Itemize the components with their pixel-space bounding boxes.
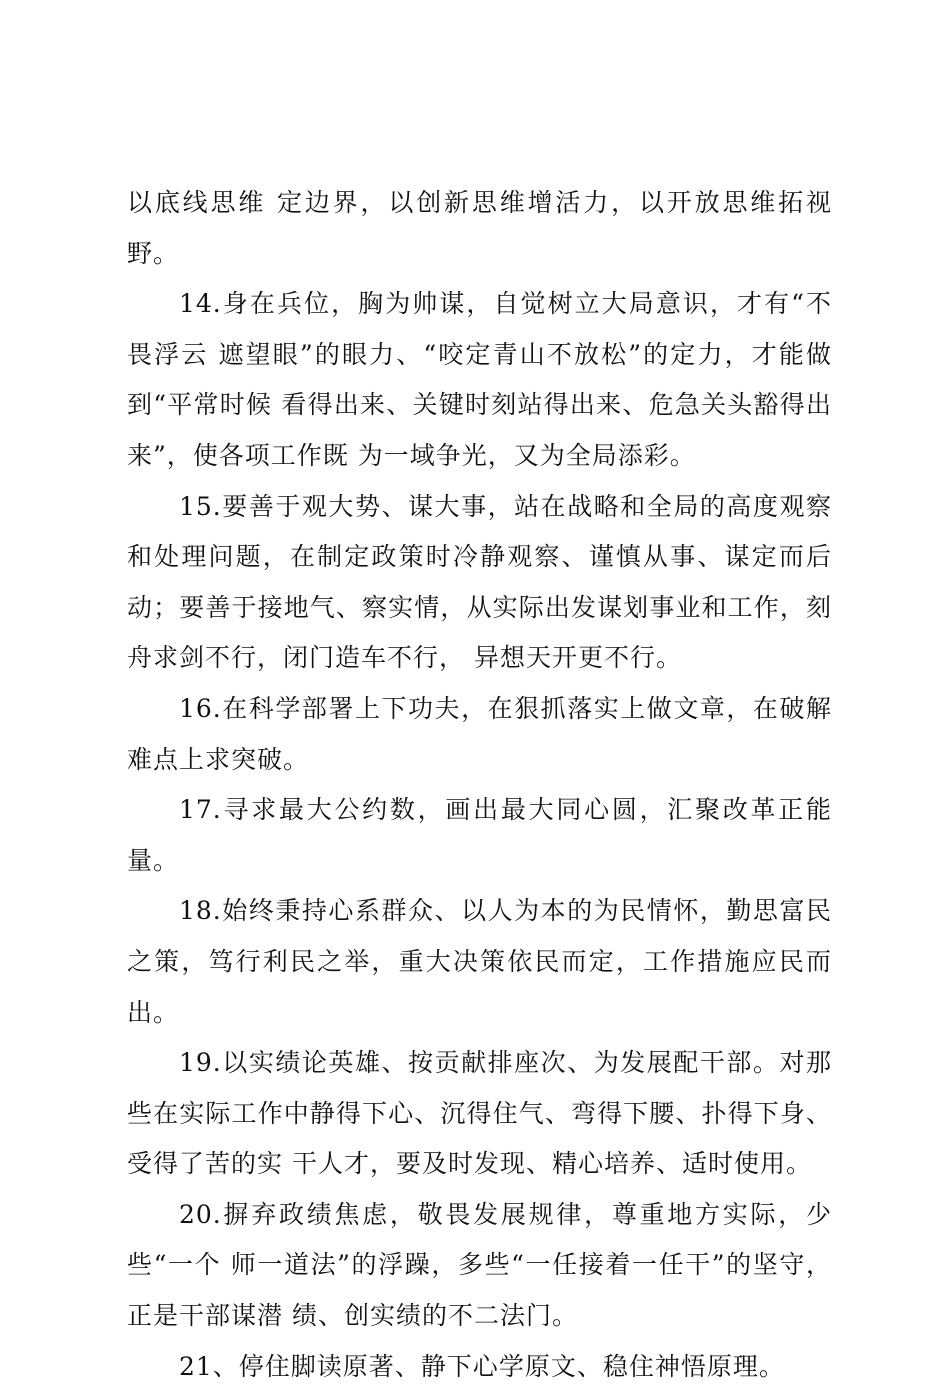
paragraph-18: 18.始终秉持心系群众、以人为本的为民情怀，勤思富民之策，笃行利民之举，重大决策依民而定，工作措施应民而出。 <box>127 896 832 1027</box>
paragraph-continuation: 以底线思维 定边界，以创新思维增活力，以开放思维拓视野。 <box>127 188 832 268</box>
paragraph-17: 17.寻求最大公约数，画出最大同心圆，汇聚改革正能量。 <box>127 795 832 875</box>
paragraph-16: 16.在科学部署上下功夫，在狠抓落实上做文章，在破解难点上求突破。 <box>127 693 832 774</box>
paragraph-15: 15.要善于观大势、谋大事，站在战略和全局的高度观察和处理问题，在制定政策时冷静观察、谨慎从事、谋定而后动；要善于接地气、察实情，从实际出发谋划事业和工作，刻舟求剑不行，闭门造车不行， 异想天开更不行。 <box>127 491 832 673</box>
paragraph-20: 20.摒弃政绩焦虑，敬畏发展规律，尊重地方实际，少些“一个 师一道法”的浮躁，多些“一任接着一任干”的坚守，正是干部谋潜 绩、创实绩的不二法门。 <box>127 1199 832 1331</box>
paragraph-14: 14.身在兵位，胸为帅谋，自觉树立大局意识，才有“不畏浮云 遮望眼”的眼力、“咬定青山不放松”的定力，才能做到“平常时候 看得出来、关键时刻站得出来、危急关头豁得出来”，使各项工作既 为一域争光，又为全局添彩。 <box>127 289 832 470</box>
paragraph-19: 19.以实绩论英雄、按贡献排座次、为发展配干部。对那些在实际工作中静得下心、沉得住气、弯得下腰、扑得下身、受得了苦的实 干人才，要及时发现、精心培养、适时使用。 <box>127 1048 832 1179</box>
paragraph-21: 21、停住脚读原著、静下心学原文、稳住神悟原理。 <box>179 1351 785 1381</box>
document-body <box>127 178 832 1392</box>
